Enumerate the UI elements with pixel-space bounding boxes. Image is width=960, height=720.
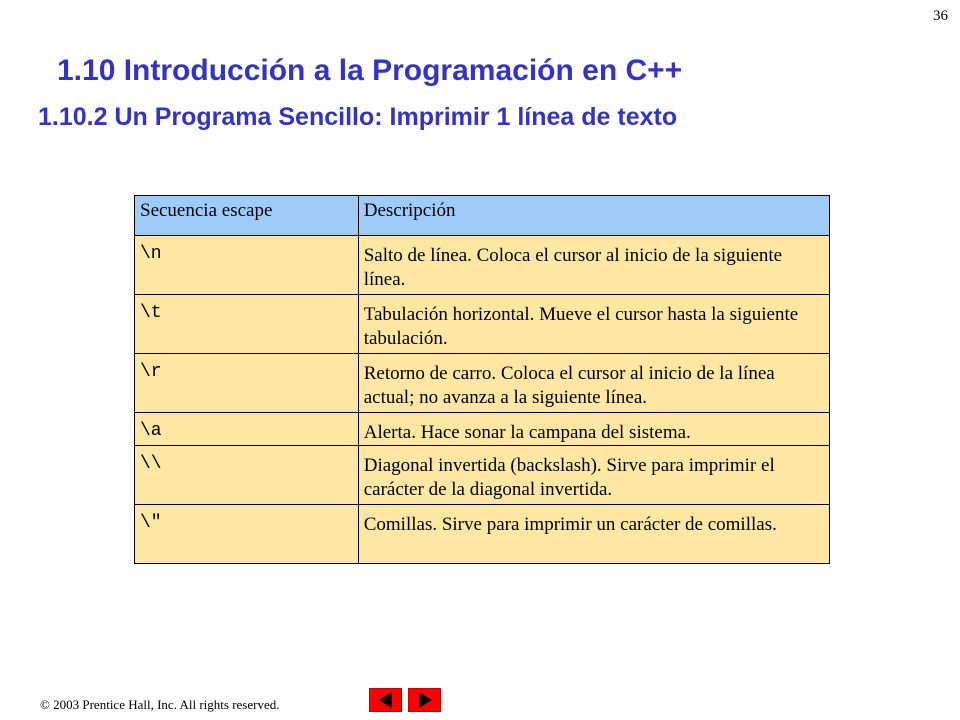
- escape-sequence-cell: \a: [135, 413, 359, 446]
- previous-slide-button[interactable]: [369, 688, 402, 712]
- escape-sequence-cell: \t: [135, 295, 359, 354]
- slide-subtitle: 1.10.2 Un Programa Sencillo: Imprimir 1 línea de texto: [38, 103, 678, 131]
- escape-sequence-cell: \n: [135, 236, 359, 295]
- table-row: [135, 446, 830, 505]
- page-number: 36: [933, 8, 948, 24]
- right-triangle-icon: [419, 692, 432, 708]
- description-cell: Tabulación horizontal. Mueve el cursor hasta la siguiente tabulación.: [358, 295, 829, 354]
- slide-title: 1.10 Introducción a la Programación en C++: [57, 54, 683, 87]
- header-escape-sequence: Secuencia escape: [135, 196, 359, 236]
- table-header-row: [135, 196, 830, 236]
- escape-sequence-table: [134, 195, 830, 564]
- table-row: [135, 354, 830, 413]
- table-row: [135, 295, 830, 354]
- description-cell: Alerta. Hace sonar la campana del sistema.: [358, 413, 829, 446]
- slide-navigation: [369, 688, 441, 712]
- escape-sequence-cell: \": [135, 505, 359, 564]
- table-row: [135, 236, 830, 295]
- description-cell: Salto de línea. Coloca el cursor al inicio de la siguiente línea.: [358, 236, 829, 295]
- description-cell: Diagonal invertida (backslash). Sirve para imprimir el carácter de la diagonal invertida.: [358, 446, 829, 505]
- table-row: [135, 413, 830, 446]
- escape-sequence-cell: \\: [135, 446, 359, 505]
- description-cell: Retorno de carro. Coloca el cursor al inicio de la línea actual; no avanza a la siguiente línea.: [358, 354, 829, 413]
- left-triangle-icon: [379, 692, 392, 708]
- header-description: Descripción: [358, 196, 829, 236]
- escape-sequence-cell: \r: [135, 354, 359, 413]
- copyright-footer: © 2003 Prentice Hall, Inc. All rights reserved.: [40, 697, 280, 712]
- description-cell: Comillas. Sirve para imprimir un carácter de comillas.: [358, 505, 829, 564]
- table-row: [135, 505, 830, 564]
- next-slide-button[interactable]: [408, 688, 441, 712]
